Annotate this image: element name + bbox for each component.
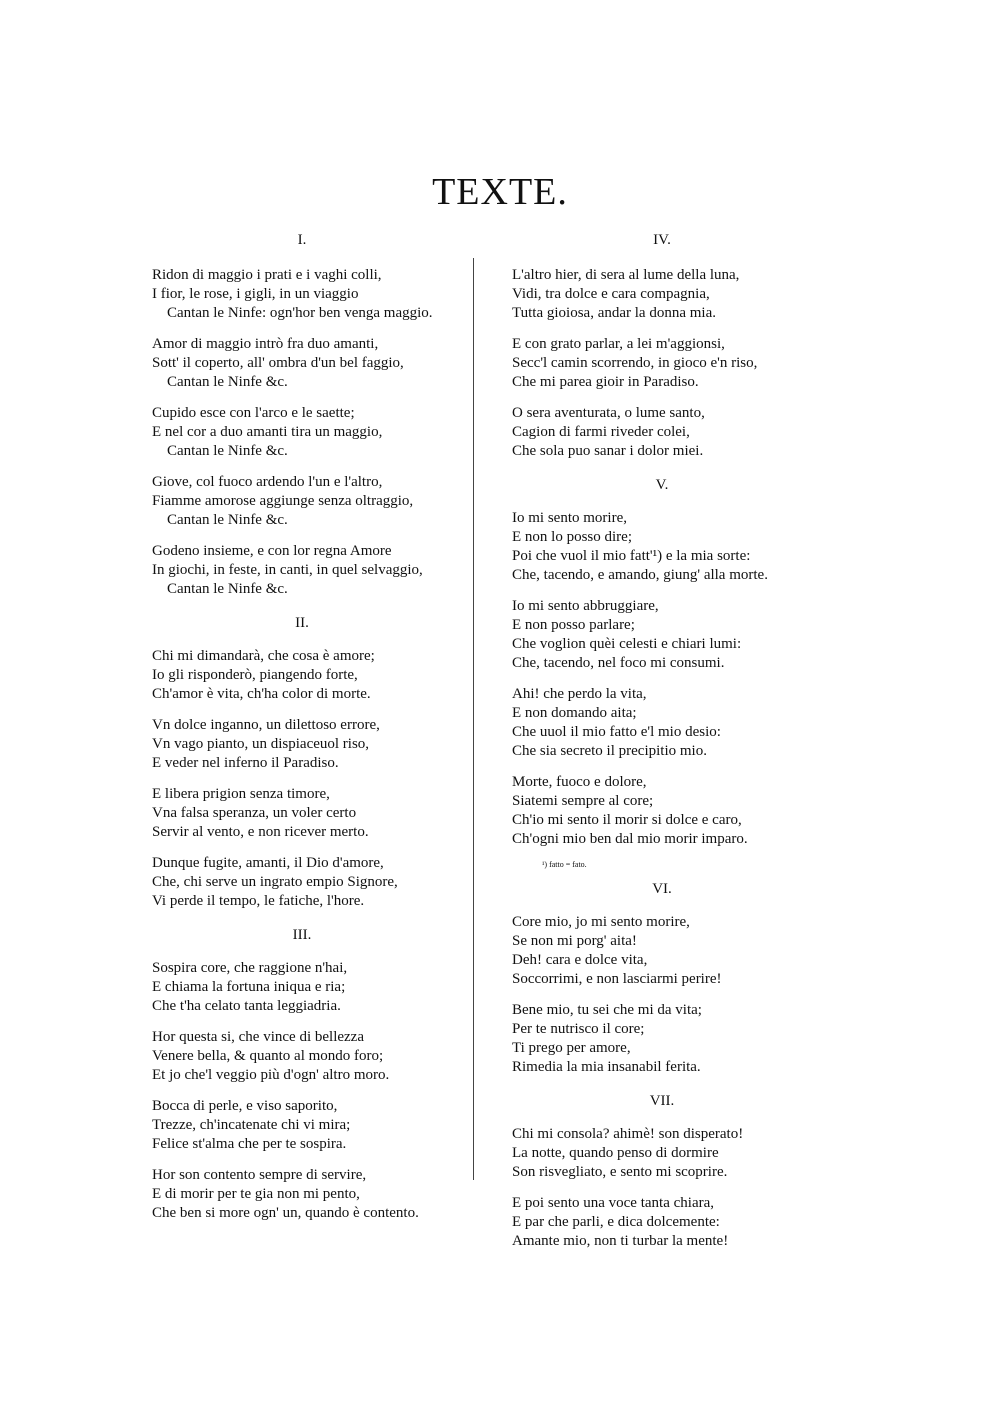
verse-line: E par che parli, e dica dolcemente: xyxy=(512,1214,720,1230)
stanza xyxy=(152,473,452,530)
stanza xyxy=(152,854,452,911)
verse-line: Che sola puo sanar i dolor miei. xyxy=(512,443,704,459)
verse-line: Chi mi dimandarà, che cosa è amore; xyxy=(152,648,375,664)
verse-line: Amor di maggio intrò fra duo amanti, xyxy=(152,336,379,352)
verse-line: Che uuol il mio fatto e'l mio desio: xyxy=(512,724,721,740)
verse-line: Son risvegliato, e sento mi scoprire. xyxy=(512,1164,728,1180)
verse-line: Venere bella, & quanto al mondo foro; xyxy=(152,1048,384,1064)
verse-line: In giochi, in feste, in canti, in quel selvaggio, xyxy=(152,562,423,578)
verse-line: Deh! cara e dolce vita, xyxy=(512,952,648,968)
verse-line: Godeno insieme, e con lor regna Amore xyxy=(152,543,392,559)
verse-line: Secc'l camin scorrendo, in gioco e'n riso, xyxy=(512,355,758,371)
verse-line: E non lo posso dire; xyxy=(512,529,632,545)
section-heading: III. xyxy=(292,927,312,943)
verse-line: Vn vago pianto, un dispiaceuol riso, xyxy=(152,736,370,752)
verse-line: E poi sento una voce tanta chiara, xyxy=(512,1195,715,1211)
verse-line: Bocca di perle, e viso saporito, xyxy=(152,1098,338,1114)
verse-line: E libera prigion senza timore, xyxy=(152,786,330,802)
verse-line: Che voglion quèi celesti e chiari lumi: xyxy=(512,636,742,652)
verse-line: Sott' il coperto, all' ombra d'un bel faggio, xyxy=(152,355,404,371)
verse-line: Servir al vento, e non ricever merto. xyxy=(152,824,369,840)
verse-line: Rimedia la mia insanabil ferita. xyxy=(512,1059,701,1075)
verse-line: E chiama la fortuna iniqua e ria; xyxy=(152,979,346,995)
verse-line: Che, tacendo, e amando, giung' alla morte. xyxy=(512,567,768,583)
verse-line: Hor son contento sempre di servire, xyxy=(152,1167,367,1183)
section-heading: VI. xyxy=(652,881,672,897)
verse-line: Core mio, jo mi sento morire, xyxy=(512,914,690,930)
verse-line: Amante mio, non ti turbar la mente! xyxy=(512,1233,729,1249)
verse-line: Che sia secreto il precipitio mio. xyxy=(512,743,707,759)
verse-line: Ch'ogni mio ben dal mio morir imparo. xyxy=(512,831,748,847)
verse-line: Poi che vuol il mio fatt'¹) e la mia sorte: xyxy=(512,548,751,564)
stanza xyxy=(152,1166,452,1223)
verse-line: E non domando aita; xyxy=(512,705,637,721)
stanza xyxy=(512,509,812,585)
verse-line: Tutta gioiosa, andar la donna mia. xyxy=(512,305,716,321)
stanza xyxy=(152,542,452,599)
stanza xyxy=(152,1028,452,1085)
stanza xyxy=(512,335,812,392)
stanza xyxy=(512,1001,812,1077)
stanza xyxy=(512,1125,812,1182)
stanza xyxy=(512,913,812,989)
verse-line: Cantan le Ninfe &c. xyxy=(167,443,288,459)
verse-line: Ch'amor è vita, ch'ha color di morte. xyxy=(152,686,371,702)
stanza xyxy=(512,266,812,323)
verse-line: E nel cor a duo amanti tira un maggio, xyxy=(152,424,383,440)
verse-line: Che t'ha celato tanta leggiadria. xyxy=(152,998,341,1014)
verse-line: Io gli risponderò, piangendo forte, xyxy=(152,667,358,683)
verse-line: E con grato parlar, a lei m'aggionsi, xyxy=(512,336,725,352)
verse-line: Dunque fugite, amanti, il Dio d'amore, xyxy=(152,855,384,871)
verse-line: Bene mio, tu sei che mi da vita; xyxy=(512,1002,702,1018)
verse-line: Cantan le Ninfe &c. xyxy=(167,374,288,390)
verse-line: Giove, col fuoco ardendo l'un e l'altro, xyxy=(152,474,383,490)
verse-line: Io mi sento morire, xyxy=(512,510,627,526)
page-title: TEXTE. xyxy=(432,171,568,213)
stanza xyxy=(152,647,452,704)
verse-line: Cagion di farmi riveder colei, xyxy=(512,424,690,440)
verse-line: Vidi, tra dolce e cara compagnia, xyxy=(512,286,710,302)
section-heading: VII. xyxy=(649,1093,675,1109)
section-heading: V. xyxy=(655,477,669,493)
verse-line: Trezze, ch'incatenate chi vi mira; xyxy=(152,1117,351,1133)
stanza xyxy=(512,404,812,461)
stanza xyxy=(152,266,452,323)
verse-line: Che, chi serve un ingrato empio Signore, xyxy=(152,874,398,890)
stanza xyxy=(152,959,452,1016)
verse-line: E non posso parlare; xyxy=(512,617,635,633)
verse-line: Che mi parea gioir in Paradiso. xyxy=(512,374,699,390)
verse-line: Ridon di maggio i prati e i vaghi colli, xyxy=(152,267,382,283)
verse-line: O sera aventurata, o lume santo, xyxy=(512,405,705,421)
verse-line: Cantan le Ninfe &c. xyxy=(167,512,288,528)
section-heading: II. xyxy=(295,615,309,631)
stanza xyxy=(512,597,812,673)
verse-line: Ch'io mi sento il morir si dolce e caro, xyxy=(512,812,742,828)
verse-line: Che, tacendo, nel foco mi consumi. xyxy=(512,655,725,671)
verse-line: I fior, le rose, i gigli, in un viaggio xyxy=(152,286,359,302)
stanza xyxy=(152,716,452,773)
verse-line: Se non mi porg' aita! xyxy=(512,933,637,949)
verse-line: Chi mi consola? ahimè! son disperato! xyxy=(512,1126,744,1142)
verse-line: Ahi! che perdo la vita, xyxy=(512,686,647,702)
verse-line: Vna falsa speranza, un voler certo xyxy=(152,805,357,821)
verse-line: E veder nel inferno il Paradiso. xyxy=(152,755,339,771)
verse-line: Et jo che'l veggio più d'ogn' altro moro. xyxy=(152,1067,390,1083)
column-divider xyxy=(473,258,474,1180)
verse-line: La notte, quando penso di dormire xyxy=(512,1145,719,1161)
footnote: ¹) fatto = fato. xyxy=(542,860,587,869)
stanza xyxy=(512,1194,812,1251)
stanza xyxy=(512,773,812,849)
right-column xyxy=(512,228,812,1263)
verse-line: Cantan le Ninfe: ogn'hor ben venga maggio. xyxy=(167,305,433,321)
verse-line: Hor questa si, che vince di bellezza xyxy=(152,1029,364,1045)
verse-line: Per te nutrisco il core; xyxy=(512,1021,645,1037)
verse-line: Io mi sento abbruggiare, xyxy=(512,598,659,614)
verse-line: Vi perde il tempo, le fatiche, l'hore. xyxy=(152,893,365,909)
stanza xyxy=(152,335,452,392)
stanza xyxy=(512,685,812,761)
verse-line: L'altro hier, di sera al lume della luna, xyxy=(512,267,740,283)
section-heading: I. xyxy=(297,232,307,248)
verse-line: Morte, fuoco e dolore, xyxy=(512,774,647,790)
stanza xyxy=(152,404,452,461)
section-heading: IV. xyxy=(653,232,671,248)
verse-line: Che ben si more ogn' un, quando è contento. xyxy=(152,1205,419,1221)
verse-line: Siatemi sempre al core; xyxy=(512,793,654,809)
stanza xyxy=(152,1097,452,1154)
verse-line: Felice st'alma che per te sospira. xyxy=(152,1136,347,1152)
verse-line: Cupido esce con l'arco e le saette; xyxy=(152,405,355,421)
verse-line: Sospira core, che raggione n'hai, xyxy=(152,960,348,976)
verse-line: Ti prego per amore, xyxy=(512,1040,631,1056)
verse-line: Fiamme amorose aggiunge senza oltraggio, xyxy=(152,493,414,509)
stanza xyxy=(152,785,452,842)
left-column xyxy=(152,228,452,1235)
verse-line: Vn dolce inganno, un dilettoso errore, xyxy=(152,717,380,733)
verse-line: E di morir per te gia non mi pento, xyxy=(152,1186,360,1202)
verse-line: Cantan le Ninfe &c. xyxy=(167,581,288,597)
verse-line: Soccorrimi, e non lasciarmi perire! xyxy=(512,971,722,987)
